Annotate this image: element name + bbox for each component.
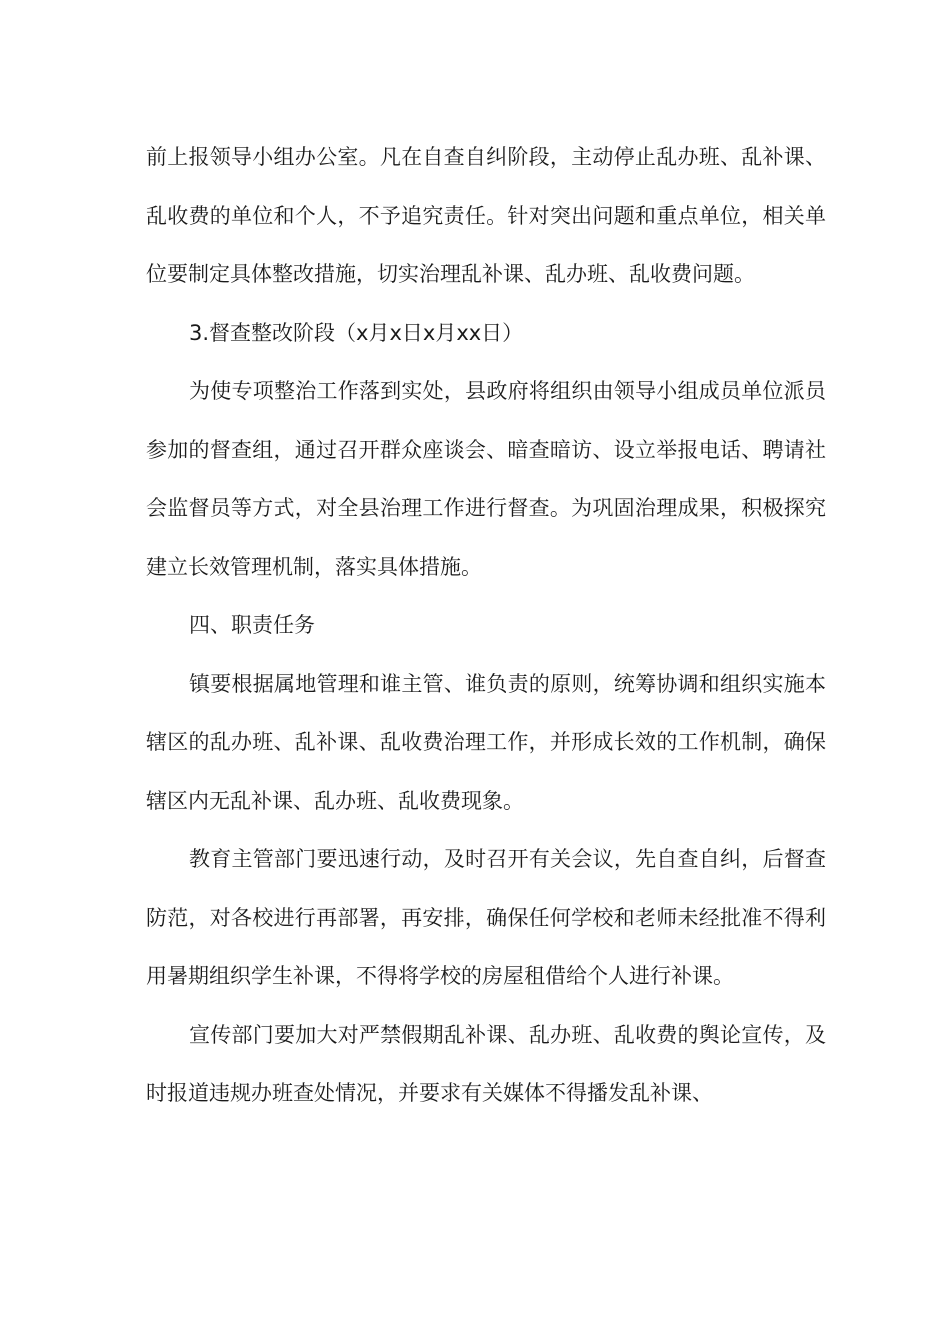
paragraph: 前上报领导小组办公室。凡在自查自纠阶段，主动停止乱办班、乱补课、乱收费的单位和个人，不予追究责任。针对突出问题和重点单位，相关单位要制定具体整改措施，切实治理乱补课、乱办班、乱收费问题。: [146, 145, 826, 286]
paragraph: 镇要根据属地管理和谁主管、谁负责的原则，统筹协调和组织实施本辖区的乱办班、乱补课、乱收费治理工作，并形成长效的工作机制，确保辖区内无乱补课、乱办班、乱收费现象。: [146, 671, 826, 813]
section-heading: 3.督查整改阶段（x月x日x月xx日）: [189, 320, 524, 345]
section-heading: 四、职责任务: [189, 613, 315, 637]
document-body: [146, 128, 826, 1123]
paragraph: 为使专项整治工作落到实处，县政府将组织由领导小组成员单位派员参加的督查组，通过召开群众座谈会、暗查暗访、设立举报电话、聘请社会监督员等方式，对全县治理工作进行督查。为巩固治理成果，积极探究建立长效管理机制，落实具体措施。: [146, 379, 826, 579]
paragraph: 教育主管部门要迅速行动，及时召开有关会议，先自查自纠，后督查防范，对各校进行再部署，再安排，确保任何学校和老师未经批准不得利用暑期组织学生补课，不得将学校的房屋租借给个人进行补课。: [146, 847, 826, 988]
paragraph: 宣传部门要加大对严禁假期乱补课、乱办班、乱收费的舆论宣传，及时报道违规办班查处情况，并要求有关媒体不得播发乱补课、: [146, 1022, 826, 1105]
